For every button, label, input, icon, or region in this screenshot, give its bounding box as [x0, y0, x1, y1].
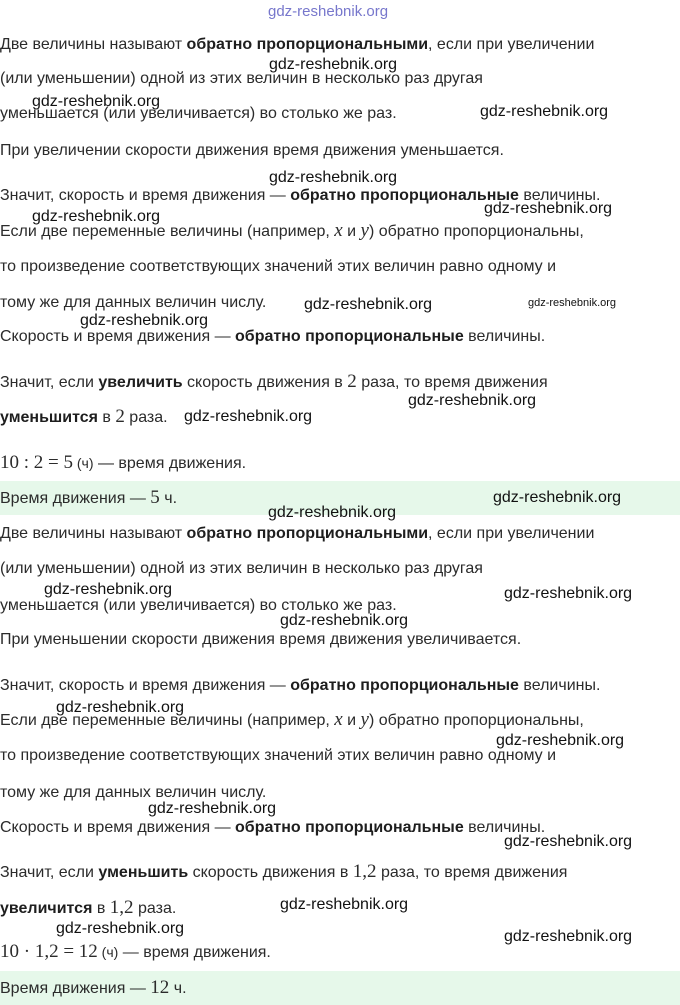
watermark: gdz-reshebnik.org — [480, 103, 609, 120]
text: величины. — [463, 328, 546, 345]
watermark: gdz-reshebnik.org — [32, 93, 161, 110]
restatement — [0, 818, 545, 838]
number: 1,2 — [109, 897, 134, 918]
watermark: gdz-reshebnik.org — [56, 699, 185, 716]
watermark: gdz-reshebnik.org — [32, 208, 161, 225]
bold-term: обратно пропорциональными — [186, 525, 429, 542]
var-x: x — [334, 220, 343, 241]
bold-term: обратно пропорциональными — [186, 36, 429, 53]
unit: (ч) — [97, 944, 119, 960]
bold-term: уменьшить — [98, 864, 189, 881]
definition-line: уменьшается (или увеличивается) во столько же раз. — [0, 597, 397, 614]
watermark: gdz-reshebnik.org — [496, 732, 625, 749]
text: Две величины называют — [0, 525, 187, 542]
rule-line: то произведение соответствующих значений этих величин равно одному и — [0, 258, 557, 275]
number: 12 — [150, 977, 170, 998]
text: Скорость и время движения — — [0, 328, 236, 345]
definition-line: (или уменьшении) одной из этих величин в несколько раз другая — [0, 560, 483, 577]
reasoning-line — [0, 407, 168, 428]
rule-line: тому же для данных величин числу. — [0, 294, 267, 311]
watermark: gdz-reshebnik.org — [504, 928, 633, 945]
text: ) обратно пропорциональны, — [368, 223, 584, 240]
watermark: gdz-reshebnik.org — [280, 896, 409, 913]
watermark: gdz-reshebnik.org — [80, 312, 209, 329]
watermark: gdz-reshebnik.org — [493, 489, 622, 506]
text: раза, то время движения — [376, 864, 568, 881]
number: 1,2 — [352, 861, 377, 882]
watermark: gdz-reshebnik.org — [269, 56, 398, 73]
bold-term: увеличить — [98, 374, 183, 391]
text: величины. — [463, 819, 546, 836]
calculation — [0, 942, 271, 963]
watermark: gdz-reshebnik.org — [408, 392, 537, 409]
watermark: gdz-reshebnik.org — [56, 920, 185, 937]
text: и — [342, 712, 361, 729]
text: раза. — [133, 900, 177, 917]
text: Значит, если — [0, 374, 99, 391]
definition-line — [0, 524, 594, 544]
text: в — [97, 409, 116, 426]
formula: 10 : 2 = 5 — [0, 452, 73, 473]
bold-term: уменьшится — [0, 409, 98, 426]
number: 2 — [115, 406, 125, 427]
text: Если две переменные величины (например, — [0, 223, 335, 240]
bold-term: увеличится — [0, 900, 93, 917]
watermark: gdz-reshebnik.org — [184, 408, 313, 425]
text: , если при увеличении — [428, 525, 595, 542]
text: раза, то время движения — [356, 374, 548, 391]
rule-line: тому же для данных величин числу. — [0, 784, 267, 801]
watermark: gdz-reshebnik.org — [504, 585, 633, 602]
text: Скорость и время движения — — [0, 819, 236, 836]
text: , если при увеличении — [428, 36, 595, 53]
text: Время движения — — [0, 980, 151, 997]
definition-line: уменьшается (или увеличивается) во столько же раз. — [0, 105, 397, 122]
text: Время движения — — [0, 490, 151, 507]
text: Значит, скорость и время движения — — [0, 677, 291, 694]
watermark: gdz-reshebnik.org — [304, 296, 433, 313]
reasoning-line — [0, 862, 567, 883]
text: скорость движения в — [188, 864, 353, 881]
text: — время движения. — [118, 944, 271, 961]
var-y: y — [360, 220, 369, 241]
text: Значит, если — [0, 864, 99, 881]
watermark: gdz-reshebnik.org — [528, 297, 617, 309]
watermark: gdz-reshebnik.org — [148, 800, 277, 817]
bold-term: обратно пропорциональные — [290, 677, 519, 694]
text: ) обратно пропорциональны, — [368, 712, 584, 729]
text: Значит, скорость и время движения — — [0, 187, 291, 204]
observation: При увеличении скорости движения время движения уменьшается. — [0, 142, 504, 159]
var-x: x — [334, 709, 343, 730]
reasoning-line — [0, 372, 548, 393]
watermark: gdz-reshebnik.org — [484, 200, 613, 217]
answer-text — [0, 978, 187, 999]
definition-line: (или уменьшении) одной из этих величин в несколько раз другая — [0, 70, 483, 87]
conclusion — [0, 676, 600, 696]
answer-text — [0, 488, 177, 509]
text: — время движения. — [93, 455, 247, 472]
text: раза. — [124, 409, 168, 426]
answer-box — [0, 971, 680, 1005]
formula: 10 · 1,2 = 12 — [0, 941, 98, 962]
text: Две величины называют — [0, 36, 187, 53]
var-y: y — [360, 709, 369, 730]
bold-term: обратно пропорциональные — [235, 819, 464, 836]
text: и — [342, 223, 361, 240]
unit: (ч) — [73, 455, 94, 471]
rule-line: то произведение соответствующих значений этих величин равно одному и — [0, 747, 557, 764]
text: величины. — [518, 677, 601, 694]
watermark: gdz-reshebnik.org — [269, 169, 398, 186]
text: скорость движения в — [182, 374, 348, 391]
bold-term: обратно пропорциональные — [235, 328, 464, 345]
watermark: gdz-reshebnik.org — [44, 581, 173, 598]
number: 2 — [347, 371, 357, 392]
reasoning-line — [0, 898, 176, 919]
calculation — [0, 453, 246, 474]
watermark: gdz-reshebnik.org — [280, 612, 409, 629]
observation: При уменьшении скорости движения время движения увеличивается. — [0, 631, 522, 648]
text: Если две переменные величины (например, — [0, 712, 335, 729]
definition-line — [0, 35, 594, 55]
number: 5 — [150, 487, 160, 508]
restatement — [0, 327, 545, 347]
text: ч. — [159, 490, 178, 507]
watermark: gdz-reshebnik.org — [268, 3, 389, 20]
bold-term: обратно пропорциональные — [290, 187, 519, 204]
watermark: gdz-reshebnik.org — [504, 833, 633, 850]
watermark: gdz-reshebnik.org — [268, 504, 397, 521]
text: в — [92, 900, 110, 917]
text: ч. — [169, 980, 187, 997]
text: величины. — [518, 187, 601, 204]
